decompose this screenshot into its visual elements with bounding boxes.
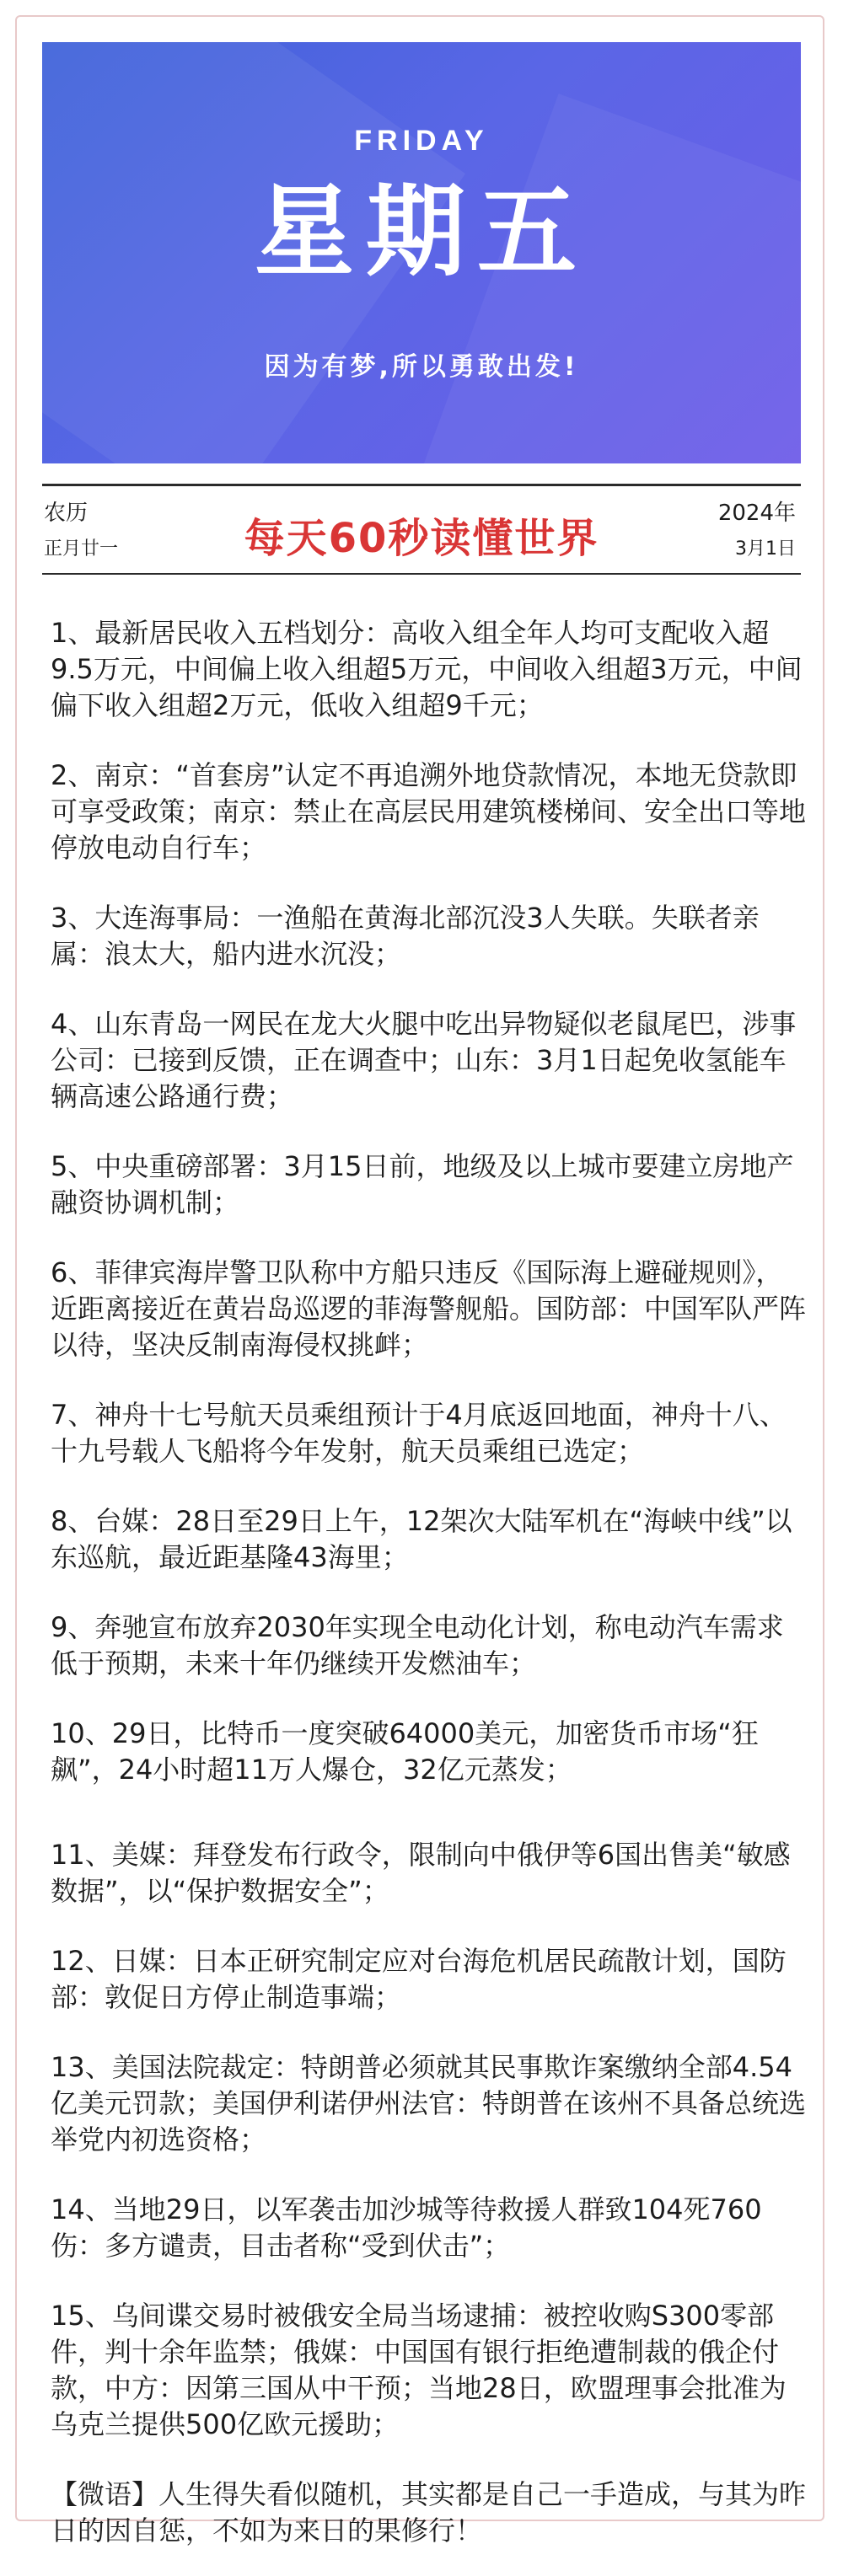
news-item: 7、神舟十七号航天员乘组预计于4月底返回地面，神舟十八、十九号载人飞船将今年发射，航天员乘组已选定； [51,1399,787,1467]
daily-quote: 【微语】人生得失看似随机，其实都是自己一手造成，与其为昨日的因自惩，不如为来日的果修行！ [51,2478,807,2547]
header-rule-bottom [42,573,801,575]
banner-slogan: 因为有梦,所以勇敢出发! [264,352,579,382]
news-item: 4、山东青岛一网民在龙大火腿中吃出异物疑似老鼠尾巴，涉事公司：已接到反馈，正在调查中；山东：3月1日起免收氢能车辆高速公路通行费； [51,1008,797,1112]
header-rule-top [42,484,801,486]
page-title: 每天60秒读懂世界 [244,515,599,562]
news-item: 5、中央重磅部署：3月15日前，地级及以上城市要建立房地产融资协调机制； [51,1150,794,1218]
news-item: 14、当地29日，以军袭击加沙城等待救援人群致104死760伤：多方谴责，目击者称“受到伏击”； [51,2193,762,2262]
news-item: 9、奔驰宣布放弃2030年实现全电动化计划，称电动汽车需求低于预期，未来十年仍继续开发燃油车； [51,1611,784,1679]
news-item: 3、大连海事局：一渔船在黄海北部沉没3人失联。失联者亲属：浪太大，船内进水沉没； [51,902,760,970]
news-item: 13、美国法院裁定：特朗普必须就其民事欺诈案缴纳全部4.54亿美元罚款；美国伊利诺伊州法官：特朗普在该州不具备总统选举党内初选资格； [51,2051,807,2156]
weekday-chinese: 星期五 [254,174,588,290]
weekday-english: FRIDAY [354,125,489,157]
date-label: 3月1日 [735,538,796,560]
news-item: 10、29日，比特币一度突破64000美元，加密货币市场“狂飙”，24小时超11万人爆仓，32亿元蒸发； [51,1717,759,1786]
news-item: 15、乌间谍交易时被俄安全局当场逮捕：被控收购S300零部件，判十余年监禁；俄媒：中国国有银行拒绝遭制裁的俄企付款，中方：因第三国从中干预；当地28日，欧盟理事会批准为乌克兰提供500亿欧元援助； [51,2300,787,2440]
news-item: 6、菲律宾海岸警卫队称中方船只违反《国际海上避碰规则》，近距离接近在黄岩岛巡逻的菲海警舰船。国防部：中国军队严阵以待，坚决反制南海侵权挑衅； [51,1256,807,1361]
news-item: 1、最新居民收入五档划分：高收入组全年人均可支配收入超9.5万元，中间偏上收入组超5万元，中间收入组超3万元，中间偏下收入组超2万元，低收入组超9千元； [51,617,803,721]
lunar-date: 正月廿一 [44,538,119,560]
news-item: 11、美媒：拜登发布行政令，限制向中俄伊等6国出售美“敏感数据”，以“保护数据安全”； [51,1839,791,1907]
lunar-label: 农历 [44,501,89,526]
date-banner [42,42,801,463]
news-item: 8、台媒：28日至29日上午，12架次大陆军机在“海峡中线”以东巡航，最近距基隆43海里； [51,1505,792,1573]
news-item: 12、日媒：日本正研究制定应对台海危机居民疏散计划，国防部：敦促日方停止制造事端； [51,1945,787,2013]
news-item: 2、南京：“首套房”认定不再追溯外地贷款情况，本地无贷款即可享受政策；南京：禁止在高层民用建筑楼梯间、安全出口等地停放电动自行车； [51,759,807,864]
year-label: 2024年 [717,501,796,526]
news-list [51,615,809,2576]
